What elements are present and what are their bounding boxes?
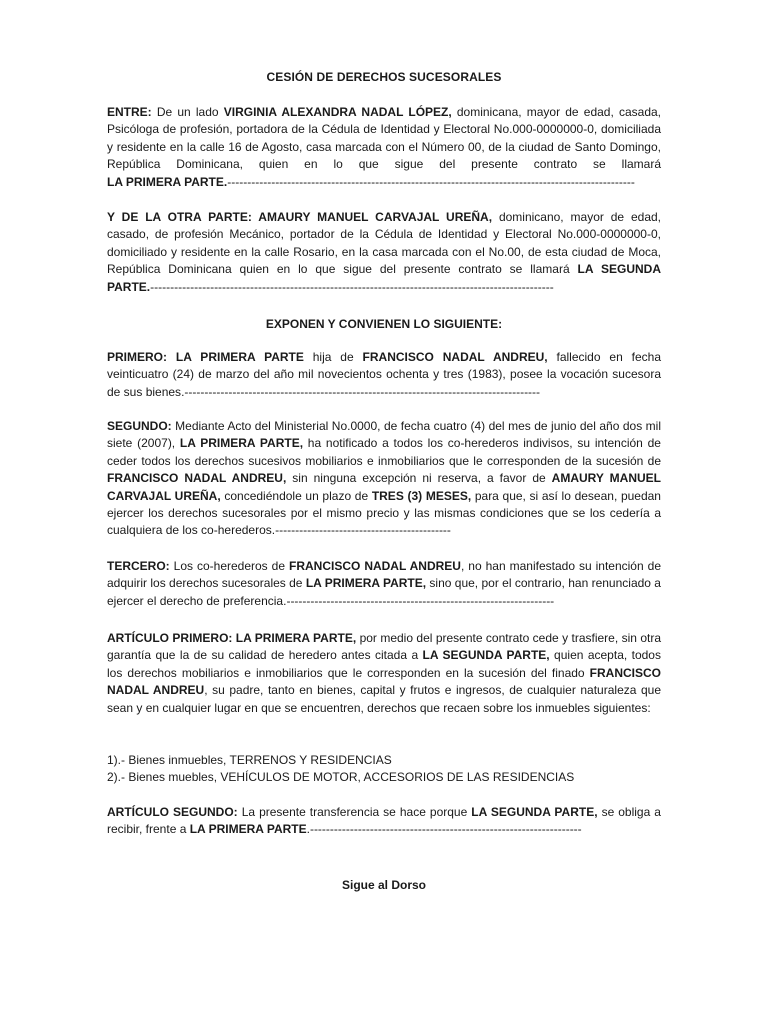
segundo-plazo: TRES (3) MESES, [371, 488, 472, 503]
entre-text-1: De un lado [151, 105, 224, 119]
paragraph-otra-parte [107, 209, 661, 296]
section-heading-exponen: EXPONEN Y CONVIENEN LO SIGUIENTE: [265, 317, 503, 331]
footer-continue-note: Sigue al Dorso [341, 878, 427, 892]
paragraph-tercero [107, 558, 661, 610]
tercero-name: FRANCISCO NADAL ANDREU [289, 559, 461, 573]
articulo-segundo-dashes: .-------------------------------------------------------------------- [306, 822, 582, 837]
segundo-dashes: .-------------------------------------------- [271, 523, 451, 538]
list-item: 2).- Bienes muebles, VEHÍCULOS DE MOTOR, ACCESORIOS DE LAS RESIDENCIAS [107, 770, 575, 785]
paragraph-segundo [107, 418, 661, 540]
tercero-label: TERCERO: [107, 559, 170, 573]
primero-party: LA PRIMERA PARTE [167, 350, 304, 364]
articulo-segundo-party: LA SEGUNDA PARTE, [471, 805, 598, 819]
segundo-name-2: AMAURY MANUEL CARVAJAL UREÑA, [107, 471, 661, 503]
otra-parte-label: Y DE LA OTRA PARTE: [107, 210, 252, 224]
tercero-dashes: .------------------------------------------------------------------- [283, 593, 555, 608]
segundo-party: LA PRIMERA PARTE, [179, 436, 304, 451]
segundo-text-2: ha notificado a todos los co-herederos indivisos, su intención de ceder todos los derechos sucesivos mobiliarios e inmobiliarios que le corresponden de la sucesión de [107, 436, 661, 468]
primero-text-1: hija de [303, 350, 363, 364]
segundo-text-3: sin ninguna excepción ni reserva, a favor de [286, 471, 552, 486]
party-label-segunda: LA SEGUNDA PARTE. [107, 262, 661, 294]
articulo-primero-name: FRANCISCO NADAL ANDREU [107, 665, 661, 698]
segundo-text-4: concediéndole un plazo de [220, 488, 372, 503]
document-title: CESIÓN DE DERECHOS SUCESORALES [266, 70, 502, 84]
list-item: 1).- Bienes inmuebles, TERRENOS Y RESIDENCIAS [107, 753, 392, 767]
articulo-primero-text-3: , su padre, tanto en bienes, capital y frutos e ingresos, de cualquier naturaleza que sean y en cualquier lugar en que se encuentren, derechos que recaen sobre los inmuebles siguientes: [107, 683, 661, 715]
party-label-primera: LA PRIMERA PARTE. [107, 174, 228, 189]
otra-dashes: ----------------------------------------------------------------------------------------------------- [150, 279, 554, 294]
primero-text-2: fallecido en fecha veinticuatro (24) de marzo del año mil novecientos ochenta y tres (1983), posee la vocación sucesora de sus bienes [107, 350, 661, 399]
articulo-primero-party-2: LA SEGUNDA PARTE, [422, 648, 550, 663]
segundo-text-1: Mediante Acto del Ministerial No.0000, de fecha cuatro (4) del mes de junio del año dos mil siete (2007), [107, 419, 661, 451]
articulo-segundo-text-1: La presente transferencia se hace porque [237, 805, 472, 819]
paragraph-articulo-segundo [107, 804, 661, 839]
tercero-text-2: , no han manifestado su intención de adquirir los derechos sucesorales de [107, 559, 661, 591]
segundo-label: SEGUNDO: [107, 419, 172, 433]
entre-label: ENTRE: [107, 105, 152, 119]
primero-name: FRANCISCO NADAL ANDREU, [362, 350, 548, 364]
segundo-text-5: para que, si así lo desean, puedan ejercer los derechos sucesorales por el mismo precio y las mismas condiciones que se los cedería a cualquiera de los co-herederos [107, 488, 661, 538]
articulo-segundo-label: ARTÍCULO SEGUNDO: [107, 805, 238, 819]
otra-text-1: dominicano, mayor de edad, casado, de profesión Mecánico, portador de la Cédula de Identidad y Electoral No.000-0000000-0, domiciliado y residente en la calle Rosario, en la casa marcada con el No.00, de esta ciudad de Moca, República Dominicana quien en lo que sigue del presente contrato se llamará [107, 210, 661, 277]
party-name-amaury: AMAURY MANUEL CARVAJAL UREÑA, [251, 210, 493, 224]
tercero-party: LA PRIMERA PARTE, [305, 576, 427, 591]
tercero-text-1: Los co-herederos de [169, 559, 289, 573]
paragraph-primero [107, 349, 661, 401]
articulo-primero-label: ARTÍCULO PRIMERO: [107, 631, 233, 645]
paragraph-entre [107, 104, 661, 191]
articulo-primero-party: LA PRIMERA PARTE, [232, 631, 357, 645]
primero-dashes: .----------------------------------------------------------------------------------------- [181, 384, 541, 399]
articulo-primero-text-2: quien acepta, todos los derechos mobiliarios e inmobiliarios que le corresponden en la sucesión del finado [107, 648, 661, 680]
articulo-segundo-text-2: se obliga a recibir, frente a [107, 805, 661, 837]
party-name-virginia: VIRGINIA ALEXANDRA NADAL LÓPEZ, [223, 105, 452, 119]
entre-text-2: dominicana, mayor de edad, casada, Psicóloga de profesión, portadora de la Cédula de Identidad y Electoral No.000-0000000-0, domiciliada y residente en la calle 16 de Agosto, casa marcada con el Número 00, de la ciudad de Santo Domingo, República Dominicana, quien en lo que sigue del presente contrato se llamará [107, 105, 662, 172]
segundo-name: FRANCISCO NADAL ANDREU, [107, 471, 287, 486]
articulo-primero-text-1: por medio del presente contrato cede y trasfiere, sin otra garantía que la de su calidad de heredero antes citada a [107, 631, 662, 663]
articulo-segundo-party-2: LA PRIMERA PARTE [189, 822, 307, 837]
assets-list [107, 752, 661, 787]
primero-label: PRIMERO: [107, 350, 167, 364]
entre-dashes: ------------------------------------------------------------------------------------------------------ [227, 174, 635, 189]
tercero-text-3: sino que, por el contrario, han renunciado a ejercer el derecho de preferencia [107, 576, 661, 608]
paragraph-articulo-primero [107, 630, 661, 717]
